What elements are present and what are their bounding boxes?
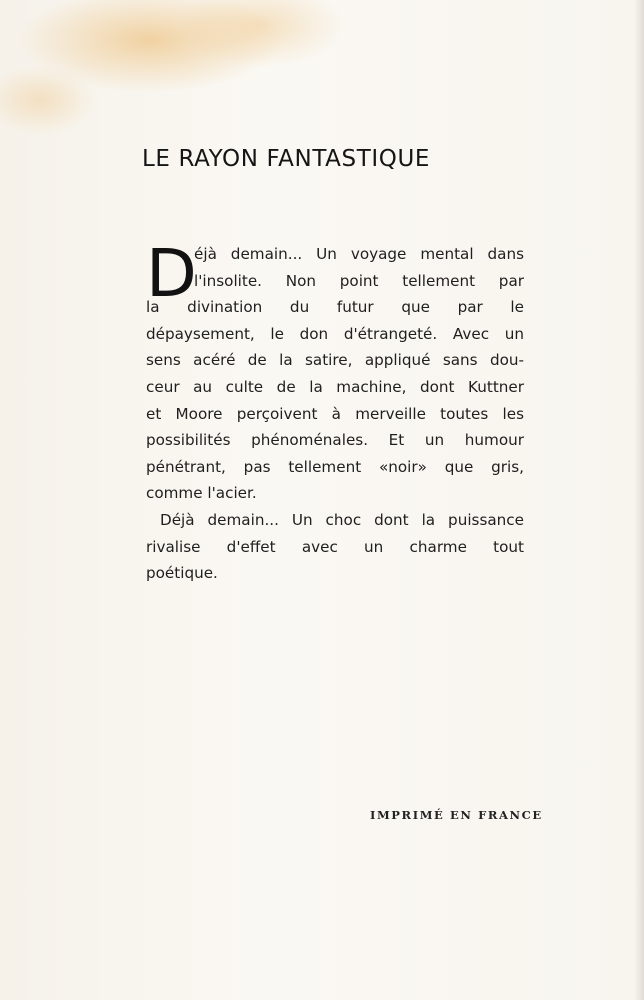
- text-line: et Moore perçoivent à merveille toutes les: [146, 404, 524, 423]
- text-line: éjà demain... Un voyage mental dans: [194, 245, 524, 263]
- text-line: sens acéré de la satire, appliqué sans dou-: [146, 351, 524, 370]
- blurb-text: [146, 235, 524, 587]
- page-edge-shadow: [634, 0, 644, 1000]
- text-line: comme l'acier.: [146, 484, 257, 503]
- series-title: LE RAYON FANTASTIQUE: [142, 146, 431, 172]
- text-line: ceur au culte de la machine, dont Kuttner: [146, 377, 524, 396]
- text-line: Déjà demain... Un choc dont la puissance: [160, 510, 524, 529]
- text-line: poétique.: [146, 564, 218, 583]
- text-line: pénétrant, pas tellement «noir» que gris,: [146, 457, 524, 476]
- drop-cap-letter: D: [146, 235, 197, 312]
- text-line: rivalise d'effet avec un charme tout: [146, 537, 524, 556]
- imprint-notice: IMPRIMÉ EN FRANCE: [370, 808, 543, 822]
- text-line: dépaysement, le don d'étrangeté. Avec un: [146, 324, 524, 343]
- text-line: la divination du futur que par le: [146, 298, 524, 317]
- text-line: possibilités phénoménales. Et un humour: [146, 431, 524, 450]
- text-line: l'insolite. Non point tellement par: [194, 271, 524, 290]
